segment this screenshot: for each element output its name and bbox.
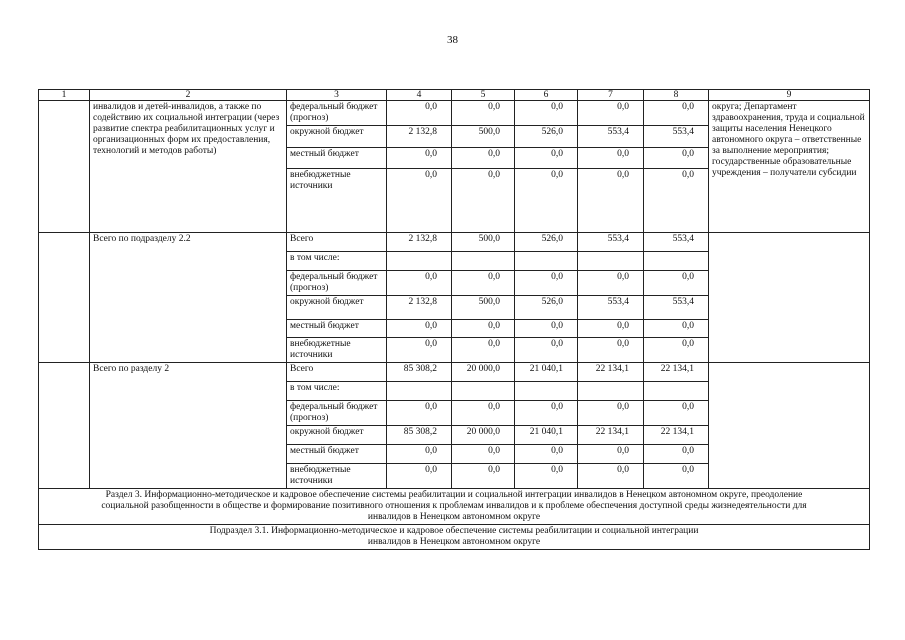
funding-source: внебюджетные источники bbox=[287, 464, 387, 489]
cell-value: 0,0 bbox=[515, 169, 578, 233]
funding-source: федеральный бюджет (прогноз) bbox=[287, 271, 387, 296]
cell-value: 0,0 bbox=[644, 148, 709, 169]
subtotal-title: Всего по подразделу 2.2 bbox=[90, 233, 287, 363]
budget-table bbox=[38, 89, 870, 550]
cell-value: 553,4 bbox=[578, 126, 644, 148]
funding-source: местный бюджет bbox=[287, 445, 387, 464]
col-header: 3 bbox=[287, 90, 387, 101]
cell-value: 0,0 bbox=[452, 464, 515, 489]
executor-text: округа; Департамент здравоохранения, труда и социальной защиты населения Ненецкого автономного округа – ответственные за выполнение мероприятия; государственные образовательные учреждения – получатели субсидии bbox=[709, 101, 870, 233]
table-row bbox=[39, 363, 870, 382]
cell-value: 0,0 bbox=[515, 320, 578, 338]
total-label: Всего bbox=[287, 363, 387, 382]
cell-value: 0,0 bbox=[644, 338, 709, 363]
cell-value: 553,4 bbox=[644, 233, 709, 252]
cell-value: 85 308,2 bbox=[387, 426, 452, 445]
funding-source: окружной бюджет bbox=[287, 296, 387, 320]
cell-value: 0,0 bbox=[387, 320, 452, 338]
cell-value: 0,0 bbox=[515, 271, 578, 296]
col-header: 5 bbox=[452, 90, 515, 101]
cell-value: 2 132,8 bbox=[387, 296, 452, 320]
cell-value: 0,0 bbox=[452, 338, 515, 363]
subsection-row bbox=[39, 525, 870, 550]
col-header: 8 bbox=[644, 90, 709, 101]
cell-value: 0,0 bbox=[578, 148, 644, 169]
cell-value: 0,0 bbox=[452, 101, 515, 126]
cell-value: 0,0 bbox=[387, 101, 452, 126]
cell-value: 0,0 bbox=[578, 320, 644, 338]
cell-value: 0,0 bbox=[644, 320, 709, 338]
cell-value: 21 040,1 bbox=[515, 363, 578, 382]
incl-label: в том числе: bbox=[287, 252, 387, 271]
cell-value: 0,0 bbox=[387, 169, 452, 233]
cell-value: 0,0 bbox=[578, 101, 644, 126]
cell-value: 20 000,0 bbox=[452, 426, 515, 445]
cell-value: 0,0 bbox=[578, 271, 644, 296]
cell-value: 0,0 bbox=[578, 169, 644, 233]
col-header: 2 bbox=[90, 90, 287, 101]
cell-value: 85 308,2 bbox=[387, 363, 452, 382]
cell-value: 0,0 bbox=[452, 401, 515, 426]
cell-value: 0,0 bbox=[515, 401, 578, 426]
table-row bbox=[39, 233, 870, 252]
cell-value: 2 132,8 bbox=[387, 126, 452, 148]
cell-value: 553,4 bbox=[578, 233, 644, 252]
cell-value: 2 132,8 bbox=[387, 233, 452, 252]
cell-value: 0,0 bbox=[452, 169, 515, 233]
funding-source: федеральный бюджет (прогноз) bbox=[287, 401, 387, 426]
col-header: 9 bbox=[709, 90, 870, 101]
table-row bbox=[39, 101, 870, 126]
cell-value: 0,0 bbox=[515, 101, 578, 126]
cell-value: 20 000,0 bbox=[452, 363, 515, 382]
cell-value: 0,0 bbox=[578, 445, 644, 464]
cell-value: 0,0 bbox=[387, 338, 452, 363]
cell-value: 22 134,1 bbox=[644, 363, 709, 382]
cell-value: 0,0 bbox=[387, 271, 452, 296]
funding-source: внебюджетные источники bbox=[287, 169, 387, 233]
cell-value: 0,0 bbox=[387, 401, 452, 426]
funding-source: местный бюджет bbox=[287, 148, 387, 169]
cell-value: 0,0 bbox=[387, 148, 452, 169]
cell-value: 0,0 bbox=[578, 401, 644, 426]
cell-value: 0,0 bbox=[644, 445, 709, 464]
cell-value: 0,0 bbox=[387, 445, 452, 464]
cell-value: 0,0 bbox=[644, 464, 709, 489]
cell-value: 553,4 bbox=[578, 296, 644, 320]
cell-value: 21 040,1 bbox=[515, 426, 578, 445]
cell-value: 0,0 bbox=[644, 401, 709, 426]
page-number: 38 bbox=[447, 34, 458, 46]
cell-value: 553,4 bbox=[644, 296, 709, 320]
cell-value: 500,0 bbox=[452, 296, 515, 320]
cell-value: 0,0 bbox=[644, 169, 709, 233]
cell-value: 0,0 bbox=[387, 464, 452, 489]
cell-value: 0,0 bbox=[515, 338, 578, 363]
cell-value: 0,0 bbox=[644, 271, 709, 296]
funding-source: окружной бюджет bbox=[287, 126, 387, 148]
cell-value: 0,0 bbox=[452, 271, 515, 296]
cell-value: 22 134,1 bbox=[578, 363, 644, 382]
cell-value: 0,0 bbox=[515, 148, 578, 169]
cell-value: 0,0 bbox=[452, 445, 515, 464]
cell-value: 526,0 bbox=[515, 126, 578, 148]
subsection-3-1-title: Подраздел 3.1. Информационно-методическое и кадровое обеспечение системы реабилитации и социальной интеграции инвалидов в Ненецком автономном округе bbox=[39, 525, 870, 550]
cell-value: 0,0 bbox=[452, 148, 515, 169]
cell-value: 526,0 bbox=[515, 296, 578, 320]
cell-value: 0,0 bbox=[515, 445, 578, 464]
cell-value: 500,0 bbox=[452, 126, 515, 148]
funding-source: местный бюджет bbox=[287, 320, 387, 338]
header-row bbox=[39, 90, 870, 101]
col-header: 1 bbox=[39, 90, 90, 101]
cell-value: 500,0 bbox=[452, 233, 515, 252]
cell-value: 22 134,1 bbox=[578, 426, 644, 445]
cell-value: 0,0 bbox=[515, 464, 578, 489]
funding-source: федеральный бюджет (прогноз) bbox=[287, 101, 387, 126]
cell-value: 0,0 bbox=[578, 464, 644, 489]
section-row bbox=[39, 489, 870, 525]
cell-value: 22 134,1 bbox=[644, 426, 709, 445]
total-title: Всего по разделу 2 bbox=[90, 363, 287, 489]
funding-source: окружной бюджет bbox=[287, 426, 387, 445]
cell-value: 526,0 bbox=[515, 233, 578, 252]
cell-value: 0,0 bbox=[578, 338, 644, 363]
funding-source: внебюджетные источники bbox=[287, 338, 387, 363]
col-header: 6 bbox=[515, 90, 578, 101]
section-3-title: Раздел 3. Информационно-методическое и кадровое обеспечение системы реабилитации и социальной интеграции инвалидов в Ненецком автономном округе, преодоление социальной разобщенности в обществе и формирование позитивного отношения к проблемам инвалидов и к проблеме обеспечения доступной среды жизнедеятельности для инвалидов в Ненецком автономном округе bbox=[39, 489, 870, 525]
col-header: 7 bbox=[578, 90, 644, 101]
incl-label: в том числе: bbox=[287, 382, 387, 401]
cell-value: 553,4 bbox=[644, 126, 709, 148]
measure-description: инвалидов и детей-инвалидов, а также по содействию их социальной интеграции (через развитие спектра реабилитационных услуг и организационных форм их предоставления, технологий и методов работы) bbox=[90, 101, 287, 233]
cell-value: 0,0 bbox=[452, 320, 515, 338]
col-header: 4 bbox=[387, 90, 452, 101]
cell-value: 0,0 bbox=[644, 101, 709, 126]
total-label: Всего bbox=[287, 233, 387, 252]
